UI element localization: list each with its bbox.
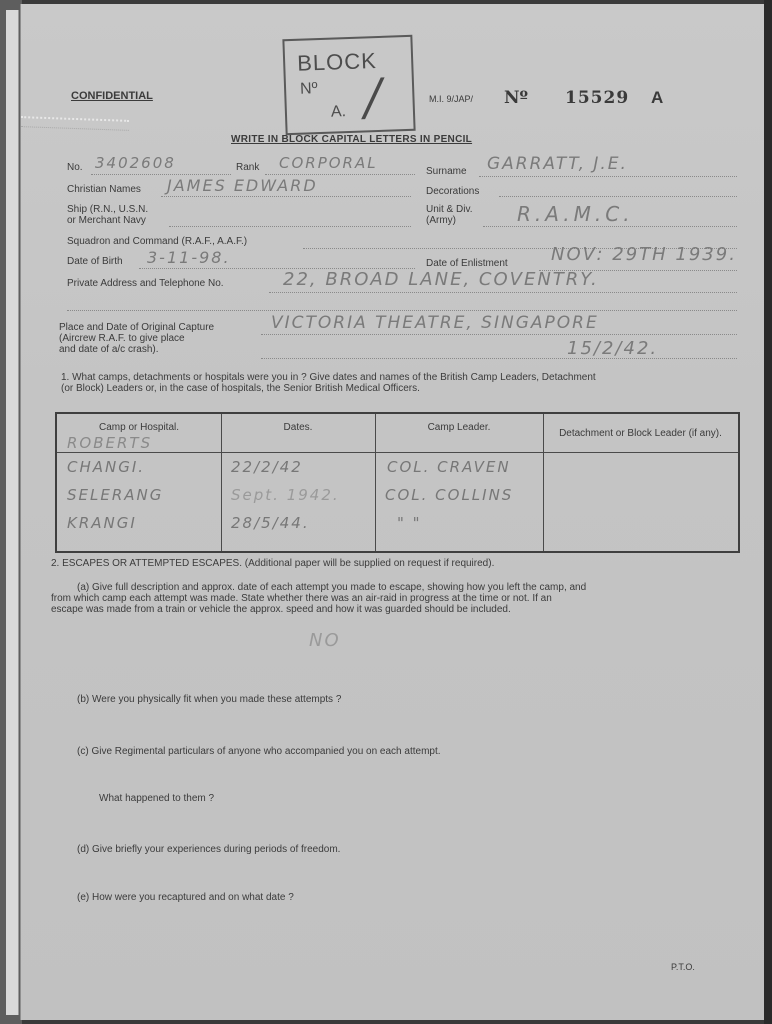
table-cell: COL. COLLINS <box>385 486 514 504</box>
table-cell: 28/5/44. <box>231 514 310 532</box>
q2b-text: (b) Were you physically fit when you made these attempts ? <box>77 694 342 705</box>
capture-label-line1: Place and Date of Original Capture <box>59 322 215 333</box>
unit-label-line2: (Army) <box>426 215 456 226</box>
dob-value: 3-11-98. <box>147 248 231 267</box>
capture-place-value: VICTORIA THEATRE, SINGAPORE <box>271 313 599 333</box>
unit-value: R.A.M.C. <box>517 202 634 226</box>
dob-label: Date of Birth <box>67 256 123 267</box>
service-no-value: 3402608 <box>95 154 176 172</box>
q2a-line3: escape was made from a train or vehicle the approx. speed and how it was guarded should be included. <box>51 604 511 615</box>
capture-label-line2: (Aircrew R.A.F. to give place <box>59 333 185 344</box>
table-cell: ROBERTS <box>67 434 153 452</box>
confidential-label: CONFIDENTIAL <box>71 90 153 102</box>
q2-title: 2. ESCAPES OR ATTEMPTED ESCAPES. (Additional paper will be supplied on request if required). <box>51 558 495 569</box>
form-reference: M.I. 9/JAP/ <box>429 94 474 104</box>
table-cell: KRANGI <box>67 514 137 532</box>
form-suffix: A <box>651 88 664 107</box>
block-stamp <box>282 35 415 135</box>
rank-value: CORPORAL <box>279 154 378 172</box>
surname-label: Surname <box>426 166 467 177</box>
instruction-heading: WRITE IN BLOCK CAPITAL LETTERS IN PENCIL <box>231 134 473 145</box>
q1-text-line2: (or Block) Leaders or, in the case of hospitals, the Senior British Medical Officers. <box>61 383 420 394</box>
capture-date-value: 15/2/42. <box>567 338 659 359</box>
table-cell: CHANGI. <box>67 458 146 476</box>
q2c-text: (c) Give Regimental particulars of anyone who accompanied you on each attempt. <box>77 746 441 757</box>
table-header-dates: Dates. <box>283 422 313 433</box>
table-cell: " " <box>397 514 422 532</box>
q2e-text: (e) How were you recaptured and on what date ? <box>77 892 294 903</box>
capture-label-line3: and date of a/c crash). <box>59 344 159 355</box>
q2a-line2: from which camp each attempt was made. State whether there was an air-raid in progress at the time or not. If an <box>51 593 552 604</box>
form-number: 15529 <box>565 88 630 108</box>
q1-text-line1: 1. What camps, detachments or hospitals were you in ? Give dates and names of the British Camp Leaders, Detachment <box>61 372 596 383</box>
table-header-camp: Camp or Hospital. <box>98 422 180 433</box>
table-header-leader: Camp Leader. <box>427 422 491 433</box>
christian-names-label: Christian Names <box>67 184 141 195</box>
stamp-handwritten-mark: / <box>363 67 383 127</box>
service-no-label: No. <box>67 162 83 173</box>
q2a-line1: (a) Give full description and approx. date of each attempt you made to escape, showing how you left the camp, and <box>77 582 587 593</box>
address-value: 22, BROAD LANE, COVENTRY. <box>283 269 599 290</box>
squadron-label: Squadron and Command (R.A.F., A.A.F.) <box>67 236 248 247</box>
enlistment-label: Date of Enlistment <box>426 258 508 269</box>
rank-label: Rank <box>236 162 260 173</box>
q2d-text: (d) Give briefly your experiences during periods of freedom. <box>77 844 341 855</box>
q2a-answer: NO <box>309 630 341 651</box>
address-label: Private Address and Telephone No. <box>67 278 224 289</box>
table-cell: Sept. 1942. <box>231 486 340 504</box>
camps-table <box>55 412 740 553</box>
pto-label: P.T.O. <box>671 962 695 972</box>
stamp-block-text: BLOCK <box>296 48 378 76</box>
table-cell: 22/2/42 <box>231 458 303 476</box>
enlistment-value: NOV: 29TH 1939. <box>551 244 737 265</box>
binding-string <box>21 116 129 131</box>
stamp-letter-text: A. <box>330 103 347 121</box>
unit-label-line1: Unit & Div. <box>426 204 473 215</box>
stamp-no-text: Nº <box>299 80 318 98</box>
christian-names-value: JAMES EDWARD <box>167 176 318 195</box>
ship-label-line1: Ship (R.N., U.S.N. <box>67 204 149 215</box>
surname-value: GARRATT, J.E. <box>487 154 628 174</box>
table-header-detachment: Detachment or Block Leader (if any). <box>559 428 722 439</box>
ship-label-line2: or Merchant Navy <box>67 215 146 226</box>
form-page <box>20 4 765 1020</box>
table-cell: SELERANG <box>67 486 164 504</box>
number-label: Nº <box>504 88 529 108</box>
binder-strip <box>6 10 19 1015</box>
decorations-label: Decorations <box>426 186 480 197</box>
q2c-subtext: What happened to them ? <box>99 793 215 804</box>
table-cell: COL. CRAVEN <box>387 458 511 476</box>
page-edge-shadow <box>764 0 772 1024</box>
